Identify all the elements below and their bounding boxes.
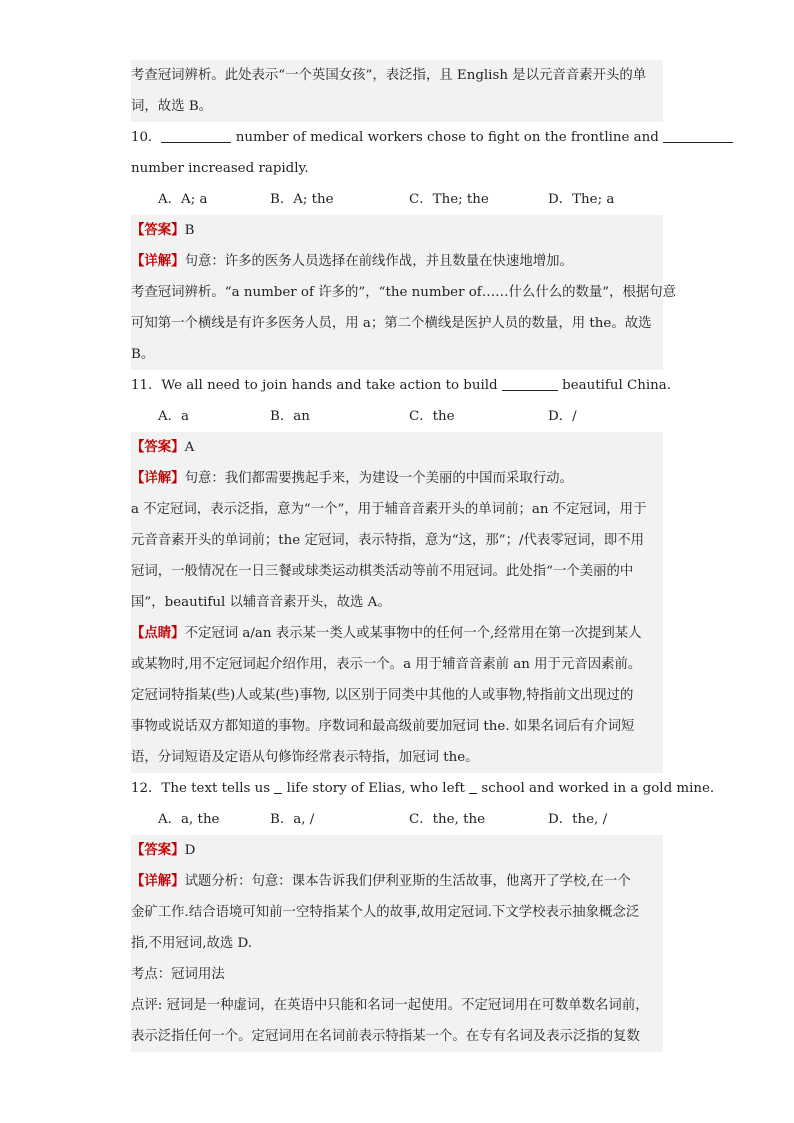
detail-text: 句意：我们都需要携起手来，为建设一个美丽的中国而采取行动。 bbox=[184, 471, 573, 486]
document-page bbox=[131, 60, 715, 1052]
question-10 bbox=[131, 122, 663, 153]
question-number: 10． bbox=[131, 130, 162, 145]
question-text: number of medical workers chose to fight on the frontline and bbox=[231, 130, 664, 145]
answer-value: A bbox=[184, 440, 195, 455]
detail-line bbox=[131, 463, 663, 494]
text-line: 点评: 冠词是一种虚词，在英语中只能和名词一起使用。不定冠词用在可数单数名词前， bbox=[131, 990, 663, 1021]
text-line: 事物或说话双方都知道的事物。序数词和最高级前要加冠词 the. 如果名词后有介词短 bbox=[131, 711, 663, 742]
text-line: 可知第一个横线是有许多医务人员，用 a；第二个横线是医护人员的数量，用 the。故选 bbox=[131, 308, 663, 339]
question-text: number increased rapidly. bbox=[131, 161, 309, 176]
option-d: D．/ bbox=[548, 409, 577, 424]
text-line: 金矿工作.结合语境可知前一空特指某个人的故事,故用定冠词.下文学校表示抽象概念泛 bbox=[131, 897, 663, 928]
text-line: 语，分词短语及定语从句修饰经常表示特指，加冠词 the。 bbox=[131, 742, 663, 773]
option-a: A．A; a bbox=[158, 192, 208, 207]
question-text: life story of Elias, who left bbox=[282, 781, 470, 796]
text-line: 词，故选 B。 bbox=[131, 91, 663, 122]
options-row bbox=[131, 184, 663, 215]
text-line: 考查冠词辨析。此处表示“一个英国女孩”，表泛指，且 English 是以元音音素开头的单 bbox=[131, 60, 663, 91]
text-line: a 不定冠词，表示泛指，意为“一个”，用于辅音音素开头的单词前；an 不定冠词，用于 bbox=[131, 494, 663, 525]
option-d: D．The; a bbox=[548, 192, 615, 207]
text-line: 定冠词特指某(些)人或某(些)事物, 以区别于同类中其他的人或事物,特指前文出现过的 bbox=[131, 680, 663, 711]
text-line: 元音音素开头的单词前；the 定冠词，表示特指，意为“这，那”；/代表零冠词，即不用 bbox=[131, 525, 663, 556]
answer-line bbox=[131, 432, 663, 463]
answer-value: D bbox=[184, 843, 196, 858]
question-text: beautiful China. bbox=[557, 378, 672, 393]
option-c: C．the, the bbox=[409, 812, 486, 827]
question-text: 11．We all need to join hands and take action to build bbox=[131, 378, 502, 393]
answer-blank bbox=[469, 779, 477, 794]
option-c: C．the bbox=[409, 409, 455, 424]
answer-blank bbox=[161, 128, 231, 143]
detail-line bbox=[131, 246, 663, 277]
option-b: B．an bbox=[270, 409, 310, 424]
point-line bbox=[131, 618, 663, 649]
answer-tag: 【答案】 bbox=[131, 440, 185, 455]
point-tag: 【点睛】 bbox=[131, 626, 185, 641]
answer-line bbox=[131, 215, 663, 246]
answer-line bbox=[131, 835, 663, 866]
option-b: B．a, / bbox=[270, 812, 315, 827]
answer-value: B bbox=[184, 223, 195, 238]
text-line: 考点：冠词用法 bbox=[131, 959, 663, 990]
detail-text: 句意：许多的医务人员选择在前线作战，并且数量在快速地增加。 bbox=[184, 254, 573, 269]
text-line: B。 bbox=[131, 339, 663, 370]
option-b: B．A; the bbox=[270, 192, 334, 207]
text-line: 指,不用冠词,故选 D. bbox=[131, 928, 663, 959]
option-a: A．a, the bbox=[158, 812, 220, 827]
question-12 bbox=[131, 773, 715, 804]
answer-tag: 【答案】 bbox=[131, 223, 185, 238]
point-text: 不定冠词 a/an 表示某一类人或某事物中的任何一个,经常用在第一次提到某人 bbox=[184, 626, 642, 641]
text-line: 冠词，一般情况在一日三餐或球类运动棋类活动等前不用冠词。此处指“一个美丽的中 bbox=[131, 556, 663, 587]
detail-text: 试题分析：句意：课本告诉我们伊利亚斯的生活故事，他离开了学校,在一个 bbox=[184, 874, 631, 889]
detail-tag: 【详解】 bbox=[131, 471, 185, 486]
detail-tag: 【详解】 bbox=[131, 254, 185, 269]
text-line: 考查冠词辨析。“a number of 许多的”，“the number of……什么什么的数量”，根据句意 bbox=[131, 277, 663, 308]
detail-line bbox=[131, 866, 663, 897]
detail-tag: 【详解】 bbox=[131, 874, 185, 889]
options-row bbox=[131, 804, 663, 835]
option-a: A．a bbox=[158, 409, 190, 424]
text-line: 国”，beautiful 以辅音音素开头，故选 A。 bbox=[131, 587, 663, 618]
question-text: 12．The text tells us bbox=[131, 781, 275, 796]
option-d: D．the, / bbox=[548, 812, 608, 827]
answer-tag: 【答案】 bbox=[131, 843, 185, 858]
text-line: 表示泛指任何一个。定冠词用在名词前表示特指某一个。在专有名词及表示泛指的复数 bbox=[131, 1021, 663, 1052]
text-line: 或某物时,用不定冠词起介绍作用，表示一个。a 用于辅音音素前 an 用于元音因素前。 bbox=[131, 649, 663, 680]
answer-blank bbox=[502, 376, 558, 391]
option-c: C．The; the bbox=[409, 192, 489, 207]
question-text: school and worked in a gold mine. bbox=[477, 781, 715, 796]
question-11 bbox=[131, 370, 672, 401]
answer-blank bbox=[663, 128, 733, 143]
options-row bbox=[131, 401, 663, 432]
